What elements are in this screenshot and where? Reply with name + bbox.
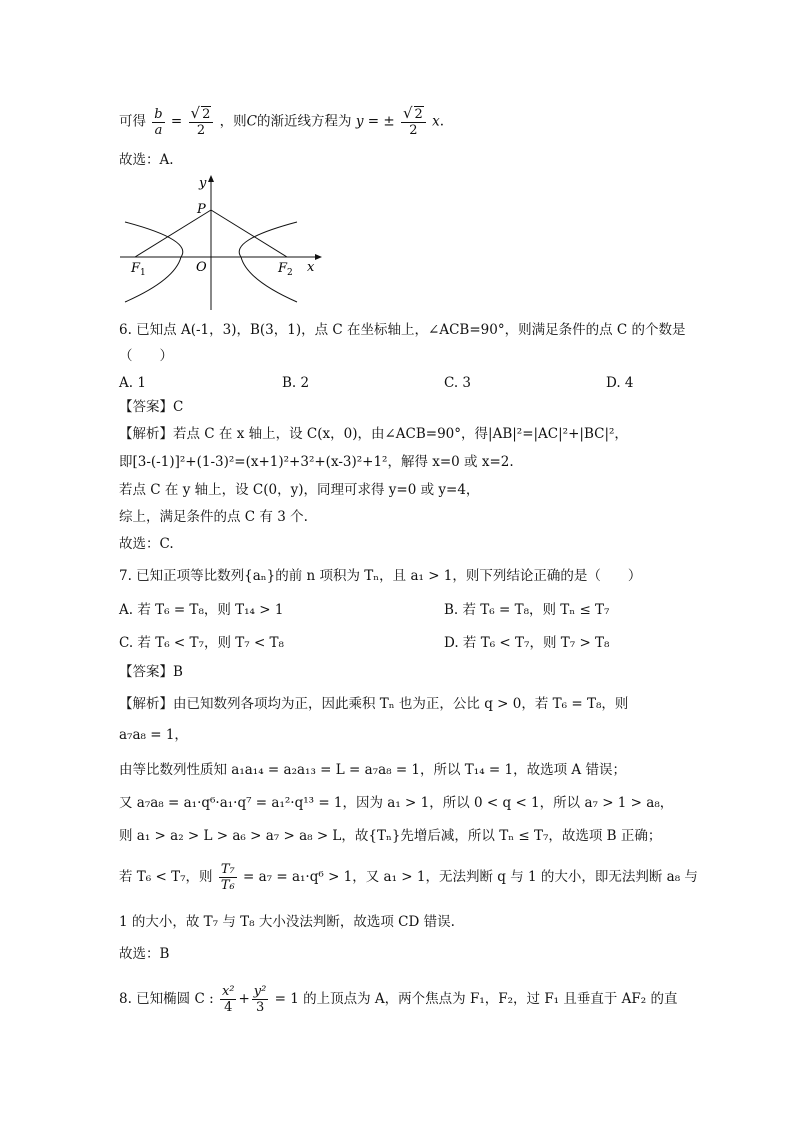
q7-exp-2: a₇a₈ = 1， xyxy=(119,727,188,743)
fraction-T7-over-T6 xyxy=(219,862,237,893)
frac-den: 3 xyxy=(255,1000,265,1015)
frac-den: a xyxy=(154,122,163,138)
var-y: y xyxy=(355,113,364,130)
fraction-b-over-a xyxy=(152,107,164,138)
label-P: P xyxy=(197,202,206,217)
q7-exp-3: 由等比数列性质知 a₁a₁₄ = a₂a₁₃ = L = a₇a₈ = 1，所以 T₁₄ = 1，故选项 A 错误； xyxy=(119,762,626,778)
y-axis-arrow xyxy=(208,175,214,182)
var-C: C xyxy=(246,113,258,130)
label-F1: $F_1$ xyxy=(131,261,146,278)
sqrt-val: 2 xyxy=(202,107,211,122)
q7-option-c: C. 若 T₆ < T₇，则 T₇ < T₈ xyxy=(119,635,284,651)
q6-exp-4: 综上，满足条件的点 C 有 3 个. xyxy=(119,509,308,525)
q6-stem: 6. 已知点 A(-1，3)，B(3，1)，点 C 在坐标轴上，∠ACB=90°，则满足条件的点 C 的个数是 xyxy=(119,322,686,338)
label-O: O xyxy=(196,260,207,275)
q6-option-c: C. 3 xyxy=(444,375,472,391)
plus: + xyxy=(238,991,250,1007)
q6-option-b: B. 2 xyxy=(282,375,310,391)
frac-den: 2 xyxy=(196,123,206,138)
frac-den: T₆ xyxy=(220,878,235,893)
choose-line-q5: 故选：A. xyxy=(119,152,174,168)
asymptote-line xyxy=(119,106,444,138)
label-F2: $F_2$ xyxy=(278,261,293,278)
q6-exp-2: 即[3-(-1)]²+(1-3)²=(x+1)²+3²+(x-3)²+1²，解得 x=0 或 x=2. xyxy=(119,454,514,470)
frac-num: b xyxy=(154,106,163,122)
q6-options xyxy=(119,373,639,393)
q6-exp-1: 【解析】若点 C 在 x 轴上，设 C(x，0)，由∠ACB=90°，得|AB|²=|AC|²+|BC|²， xyxy=(119,426,628,442)
fraction-y2-over-3 xyxy=(252,984,269,1015)
line-P-F1 xyxy=(135,210,211,257)
hyperbola-right-branch xyxy=(239,222,297,302)
q8-stem xyxy=(119,984,678,1015)
q7-option-b: B. 若 T₆ = T₈，则 Tₙ ≤ T₇ xyxy=(444,602,610,618)
label-x: x xyxy=(307,260,315,275)
q7-exp-1: 【解析】由已知数列各项均为正，因此乘积 Tₙ 也为正，公比 q > 0，若 T₆ = T₈，则 xyxy=(119,696,629,712)
var-x: x xyxy=(432,113,440,130)
q7-option-d: D. 若 T₆ < T₇，则 T₇ > T₈ xyxy=(444,635,610,651)
fraction-x2-over-4 xyxy=(220,984,237,1015)
q7-exp-5: 则 a₁ > a₂ > L > a₆ > a₇ > a₈ > L，故{Tₙ}先增后减，所以 Tₙ ≤ T₇，故选项 B 正确； xyxy=(119,828,662,844)
q7-exp-7: 1 的大小，故 T₇ 与 T₈ 大小没法判断，故选项 CD 错误. xyxy=(119,914,455,930)
q7-option-a: A. 若 T₆ = T₈，则 T₁₄ > 1 xyxy=(119,602,284,618)
frac-num: √ 2 xyxy=(189,106,214,123)
period: . xyxy=(439,113,445,130)
equals-pm: = ± xyxy=(367,113,395,130)
q7-choose: 故选：B xyxy=(119,946,170,962)
line-P-F2 xyxy=(211,210,287,257)
frac-den: 2 xyxy=(409,123,418,138)
x-axis-arrow xyxy=(315,254,322,260)
text: 8. 已知椭圆 C : xyxy=(119,991,214,1007)
text: 若 T₆ < T₇，则 xyxy=(119,869,213,885)
q7-answer: 【答案】B xyxy=(119,664,183,680)
equals: = xyxy=(170,113,183,130)
frac-num: √ 2 xyxy=(401,106,426,123)
label-y: y xyxy=(199,176,207,191)
hyperbola-figure xyxy=(115,170,330,315)
text: 的渐近线方程为 xyxy=(257,113,352,130)
fraction-sqrt2-over-2b xyxy=(401,106,426,138)
q6-exp-3: 若点 C 在 y 轴上，设 C(0，y)，同理可求得 y=0 或 y=4， xyxy=(119,482,480,498)
text: = a₇ = a₁·q⁶ > 1，又 a₁ > 1，无法判断 q 与 1 的大小，即无法判断 a₈ 与 xyxy=(243,869,698,885)
fraction-sqrt2-over-2 xyxy=(189,106,214,138)
q6-option-d: D. 4 xyxy=(606,375,634,391)
q6-choose: 故选：C. xyxy=(119,536,174,552)
q6-answer: 【答案】C xyxy=(119,399,184,415)
text: ，则 xyxy=(219,113,247,130)
text: 可得 xyxy=(119,113,146,130)
q7-exp-4: 又 a₇a₈ = a₁·q⁶·a₁·q⁷ = a₁²·q¹³ = 1，因为 a₁ > 1，所以 0 < q < 1，所以 a₇ > 1 > a₈， xyxy=(119,795,674,811)
q6-paren: （ ） xyxy=(119,348,173,364)
q7-stem: 7. 已知正项等比数列{aₙ}的前 n 项积为 Tₙ，且 a₁ > 1，则下列结论正确的是（ ） xyxy=(119,568,642,584)
frac-num: T₇ xyxy=(220,862,235,877)
frac-den: 4 xyxy=(224,1000,233,1015)
q6-option-a: A. 1 xyxy=(119,375,146,391)
sqrt-val: 2 xyxy=(414,107,423,122)
frac-num: y² xyxy=(253,984,267,999)
frac-num: x² xyxy=(221,984,235,999)
text: = 1 的上顶点为 A，两个焦点为 F₁，F₂，过 F₁ 且垂直于 AF₂ 的直 xyxy=(274,991,678,1007)
q7-exp-6 xyxy=(119,862,698,893)
